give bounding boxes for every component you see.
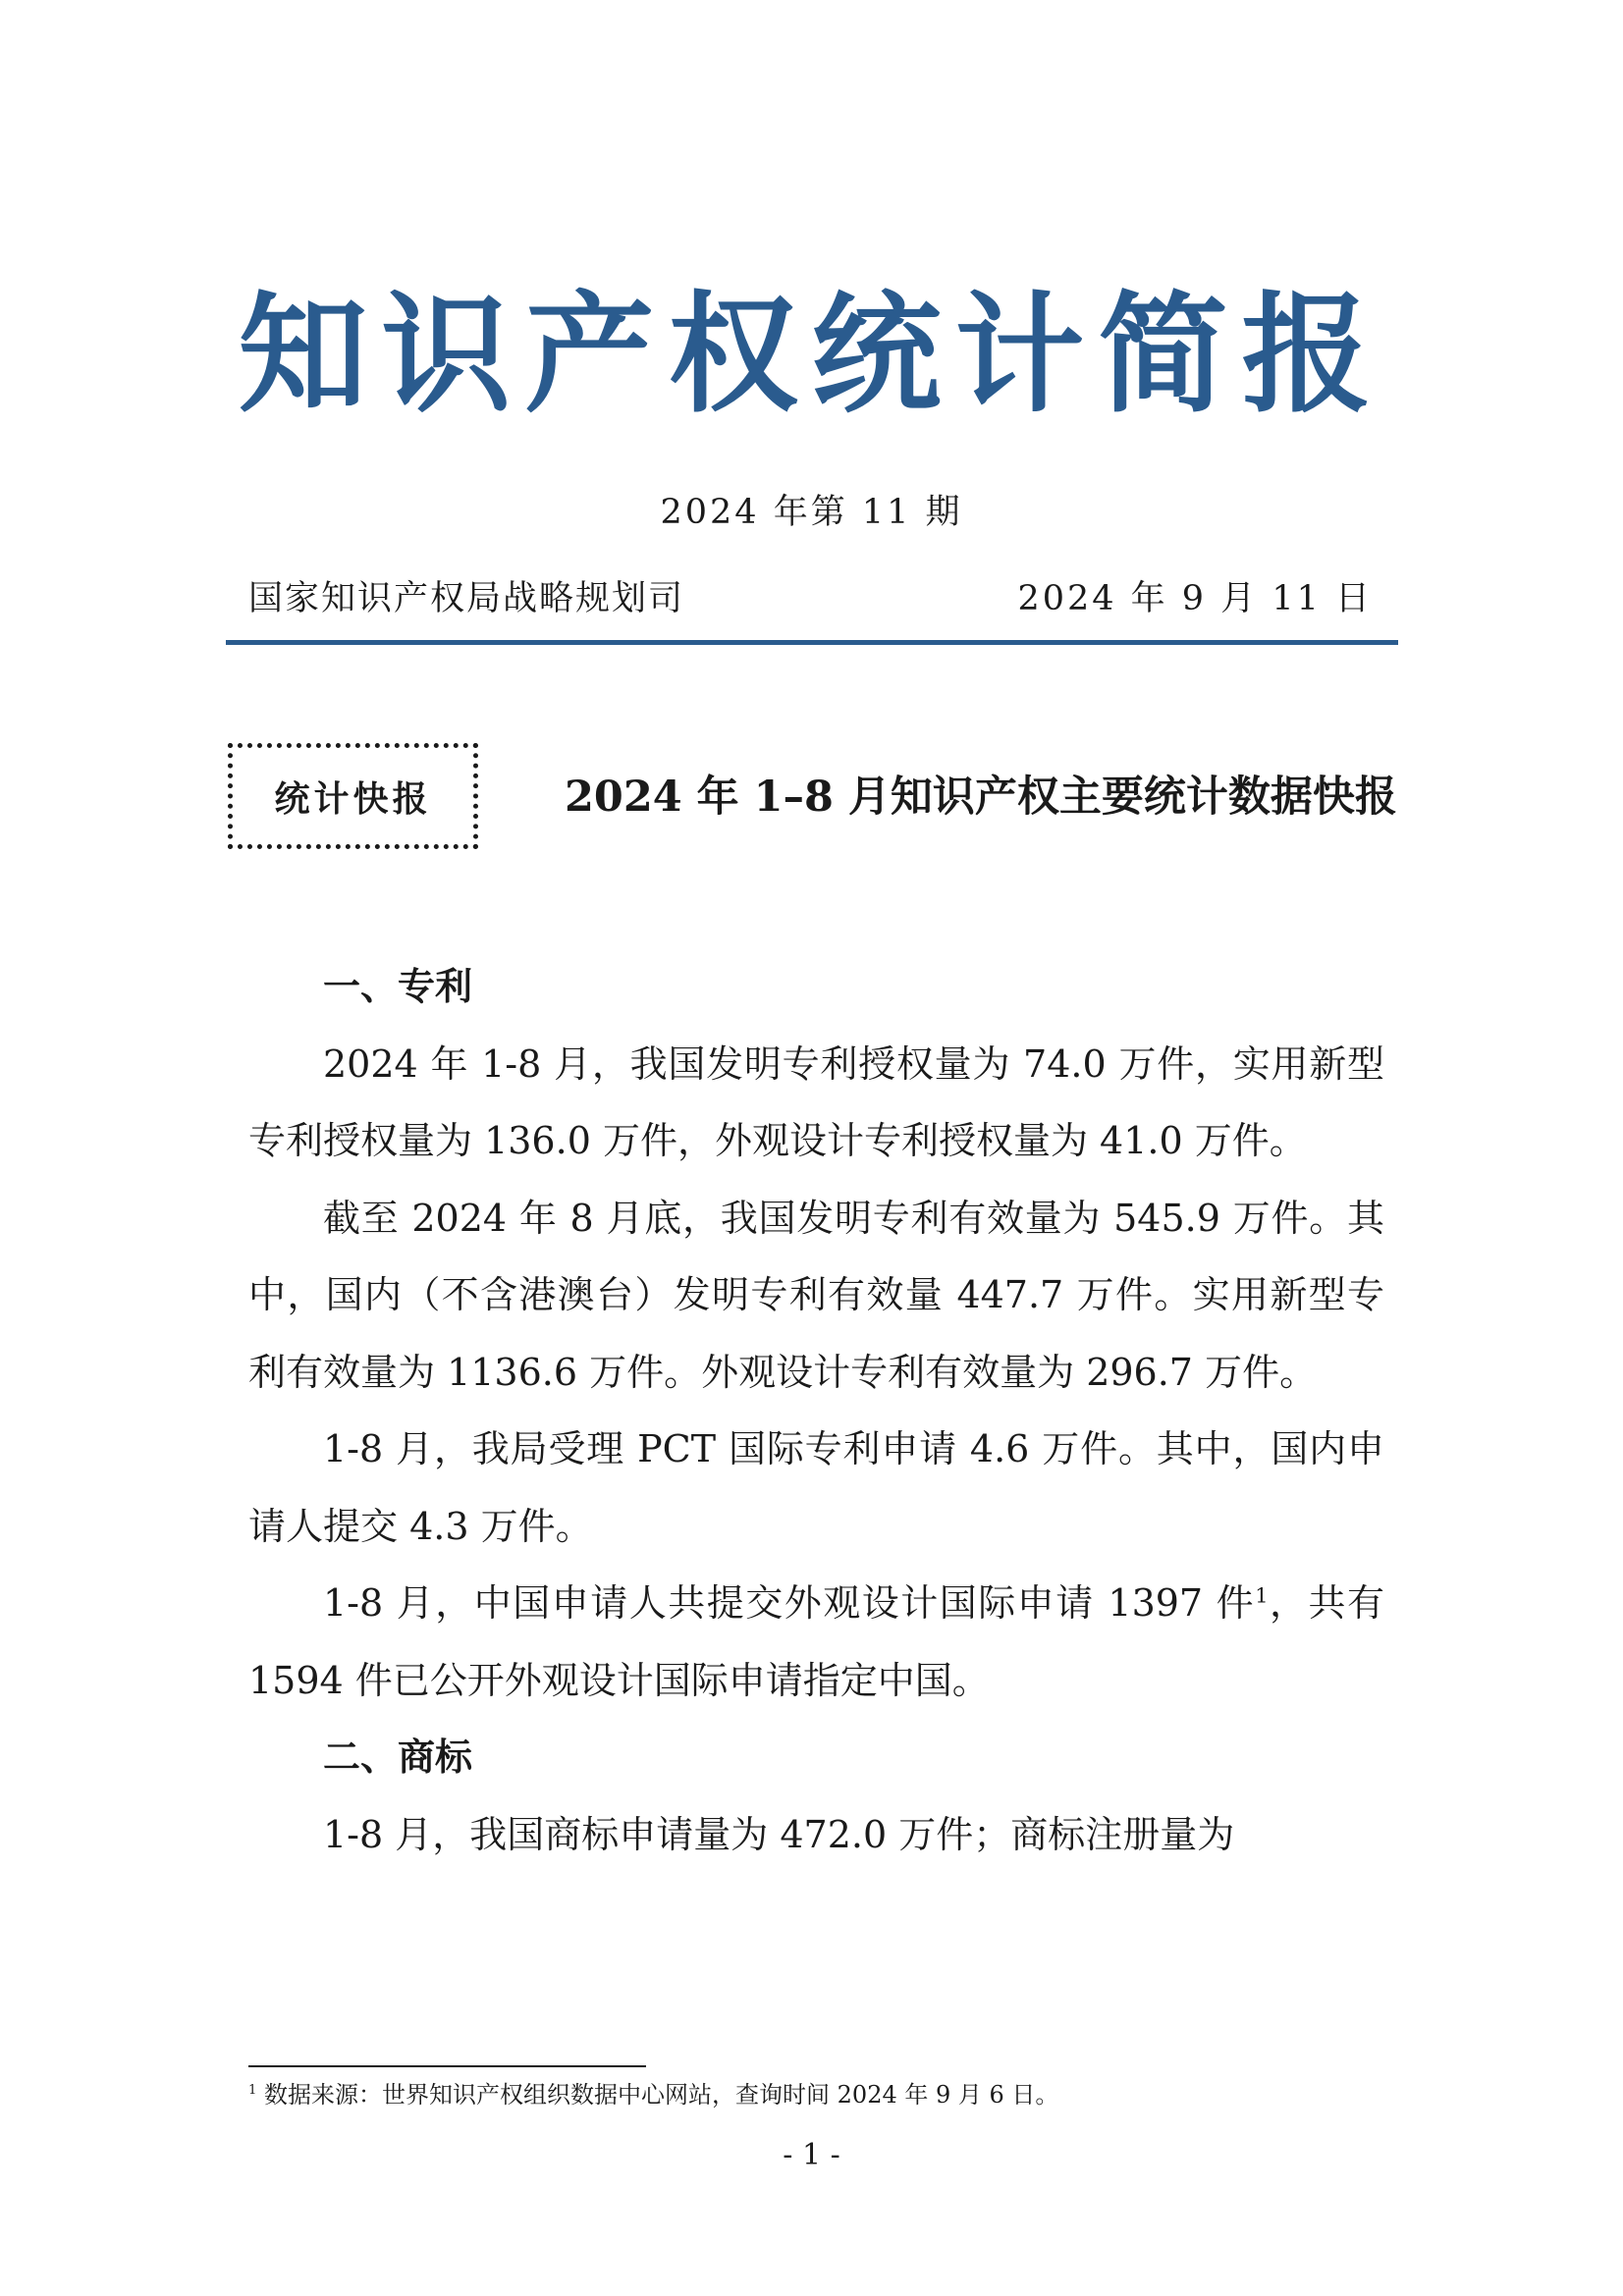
footnote-text: 数据来源：世界知识产权组织数据中心网站，查询时间 2024 年 9 月 6 日。	[264, 2081, 1059, 2109]
patent-paragraph-1: 2024 年 1-8 月，我国发明专利授权量为 74.0 万件，实用新型专利授权量为 136.0 万件，外观设计专利授权量为 41.0 万件。	[248, 1041, 1384, 1162]
footnote	[248, 2077, 1058, 2112]
document-title: 2024 年 1–8 月知识产权主要统计数据快报	[565, 773, 1397, 822]
footnote-divider	[248, 2065, 646, 2067]
patent-paragraph-4-text-b: ，共有 1594 件已公开外观设计国际申请指定中国。	[248, 1581, 1384, 1702]
header-divider	[226, 640, 1398, 645]
category-tag: 统计快报	[274, 777, 432, 820]
section-heading-trademark: 二、商标	[323, 1735, 473, 1779]
issuing-organization: 国家知识产权局战略规划司	[248, 579, 685, 618]
masthead-title: 知识产权统计简报	[238, 279, 1385, 431]
section-heading-patent: 一、专利	[323, 964, 473, 1008]
footnote-marker: 1	[248, 2083, 257, 2098]
patent-paragraph-3: 1-8 月，我局受理 PCT 国际专利申请 4.6 万件。其中，国内申请人提交 4.3 万件。	[248, 1427, 1384, 1548]
footnote-reference[interactable]: 1	[1255, 1583, 1269, 1608]
trademark-paragraph-1: 1-8 月，我国商标申请量为 472.0 万件；商标注册量为	[323, 1812, 1235, 1856]
issue-number: 2024 年第 11 期	[660, 493, 963, 532]
page-number: - 1 -	[783, 2138, 840, 2172]
body-content	[248, 948, 1384, 1873]
category-tag-box	[228, 743, 478, 849]
patent-paragraph-4-text-a: 1-8 月，中国申请人共提交外观设计国际申请 1397 件	[323, 1581, 1256, 1625]
patent-paragraph-4	[248, 1565, 1384, 1719]
patent-paragraph-2: 截至 2024 年 8 月底，我国发明专利有效量为 545.9 万件。其中，国内（不含港澳台）发明专利有效量 447.7 万件。实用新型专利有效量为 1136.6 万件。外观设计专利有效量为 296.7 万件。	[248, 1196, 1384, 1394]
issue-date: 2024 年 9 月 11 日	[1017, 579, 1373, 618]
